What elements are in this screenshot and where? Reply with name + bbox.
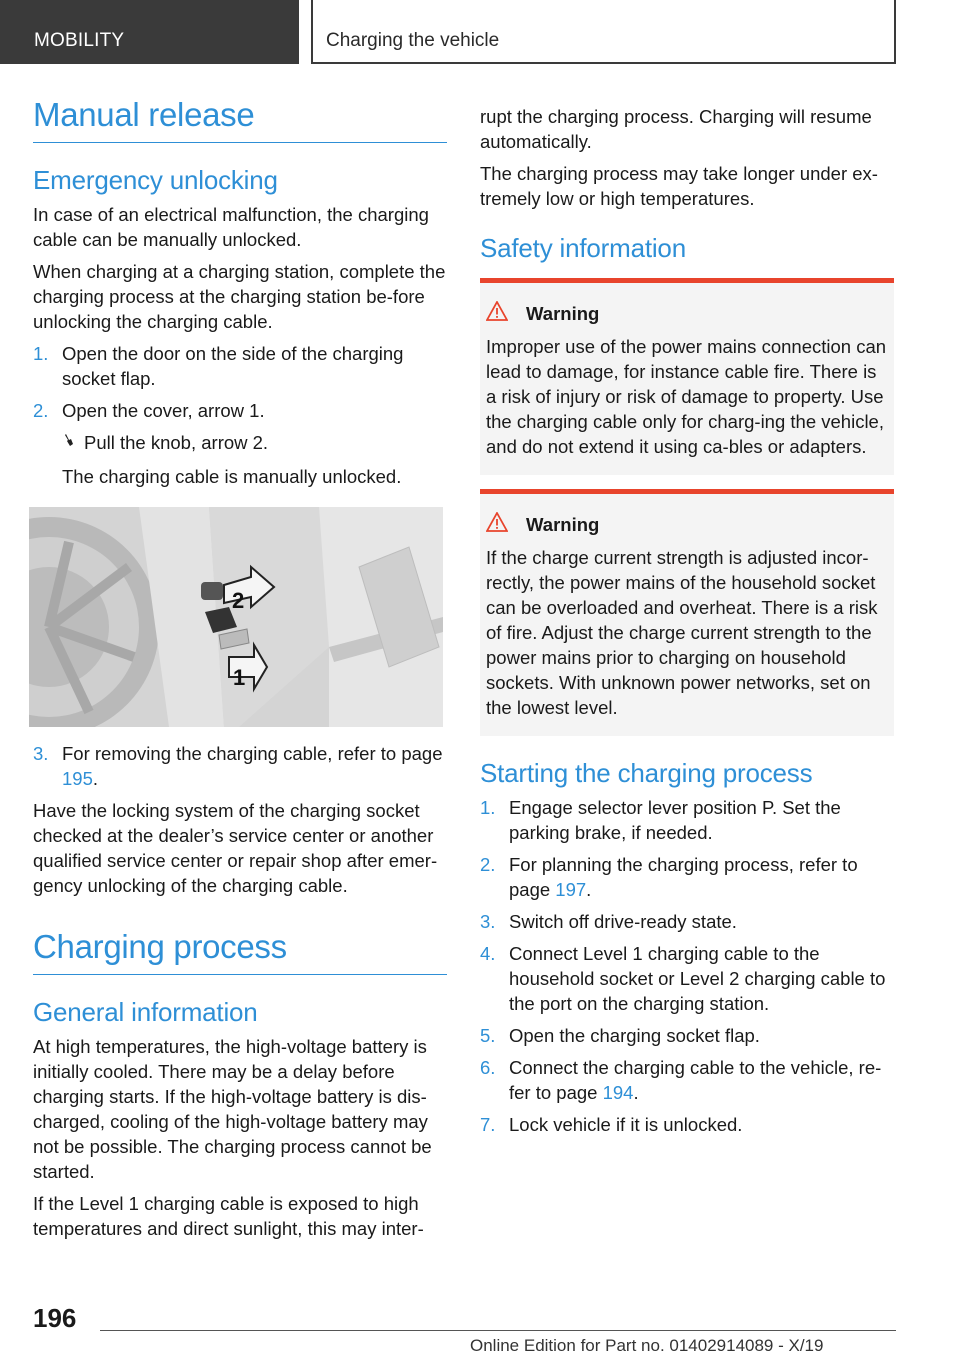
step-number: 5. <box>480 1025 496 1046</box>
sub-step-text: Pull the knob, arrow 2. <box>84 432 269 453</box>
step-text: Open the cover, arrow 1. <box>62 400 265 421</box>
warning-title <box>486 301 888 326</box>
list-item: 3. For removing the charging cable, refer to page 195. <box>33 743 443 789</box>
list-item <box>480 1055 894 1105</box>
manual-release-steps <box>33 341 447 423</box>
list-item <box>33 398 447 423</box>
page-link-195[interactable]: 195 <box>62 768 93 789</box>
step-number: 2. <box>480 854 496 875</box>
step-text: Switch off drive-ready state. <box>509 911 737 932</box>
list-item <box>33 341 447 391</box>
general-paragraph-1: At high temperatures, the high-voltage battery is initially cooled. There may be a delay before charging starts. If the high-voltage battery is dis-charged, cooling of the high-voltage battery may not be possible. The charging process cannot be started. <box>33 1036 432 1182</box>
page-number: 196 <box>33 1303 77 1333</box>
warning-text: Improper use of the power mains connection can lead to damage, for instance cable fire. There is a risk of injury or risk of damage to property. Use the charging cable only for charg-ing the vehicle, and do not extend it using ca-bles or adapters. <box>486 336 887 457</box>
step-text: Engage selector lever position P. Set the parking brake, if needed. <box>509 797 841 843</box>
header-chapter-tab <box>311 0 896 64</box>
emergency-paragraph-2: When charging at a charging station, complete the charging process at the charging station be-fore unlocking the charging cable. <box>33 261 446 332</box>
warning-text: If the charge current strength is adjusted incor-rectly, the power mains of the household socket can be overloaded and overheat. There is a risk of fire. Adjust the charge current strength to the power mains prior to charging on household sockets. With unknown power networks, set on the lowest level. <box>486 547 878 718</box>
list-item <box>480 1023 894 1048</box>
step-text: Open the door on the side of the charging socket flap. <box>62 343 404 389</box>
warning-triangle-icon <box>486 512 526 537</box>
step-text: Open the charging socket flap. <box>509 1025 760 1046</box>
hand-icon <box>62 432 84 457</box>
manual-release-steps-continued <box>33 741 447 791</box>
list-item <box>480 1112 894 1137</box>
step-text: For removing the charging cable, refer to page <box>62 743 443 764</box>
general-information-heading: General information <box>33 997 258 1027</box>
emergency-paragraph-1: In case of an electrical malfunction, the charging cable can be manually unlocked. <box>33 204 429 250</box>
step-number: 7. <box>480 1114 496 1135</box>
step-number: 1. <box>33 343 49 364</box>
right-column <box>480 104 894 1144</box>
continued-paragraph-1: rupt the charging process. Charging will resume automatically. <box>480 106 872 152</box>
warning-box <box>480 278 894 475</box>
charging-socket-illustration <box>29 507 443 727</box>
list-item <box>480 852 894 902</box>
manual-release-heading: Manual release <box>33 96 447 143</box>
warning-title <box>486 512 888 537</box>
step-text: For planning the charging process, refer to page <box>509 854 858 900</box>
step-number: 3. <box>480 911 496 932</box>
edition-label: Online Edition for Part no. 01402914089 - X/19 <box>470 1336 824 1355</box>
step-number: 6. <box>480 1057 496 1078</box>
step-number: 2. <box>33 400 49 421</box>
step-text: Connect Level 1 charging cable to the household socket or Level 2 charging cable to the port on the charging station. <box>509 943 886 1014</box>
list-item <box>480 909 894 934</box>
starting-charging-steps <box>480 795 894 1137</box>
page-link-194[interactable]: 194 <box>602 1082 634 1103</box>
step-text: Lock vehicle if it is unlocked. <box>509 1114 743 1135</box>
general-paragraph-2: If the Level 1 charging cable is exposed to high temperatures and direct sunlight, this may inter- <box>33 1193 424 1239</box>
arrow-2-label: 2 <box>232 588 245 613</box>
step-tail: . <box>586 879 592 900</box>
page-link-197[interactable]: 197 <box>555 879 587 900</box>
sub-step-result: The charging cable is manually unlocked. <box>62 466 402 487</box>
list-item <box>480 795 894 845</box>
safety-information-heading: Safety information <box>480 233 686 263</box>
warning-title-text: Warning <box>526 513 600 535</box>
starting-charging-heading: Starting the charging process <box>480 758 813 788</box>
warning-title-text: Warning <box>526 302 600 324</box>
warning-box <box>480 489 894 736</box>
header-section-label: MOBILITY <box>34 30 125 51</box>
step-text: Connect the charging cable to the vehicle, re-fer to page <box>509 1057 882 1103</box>
list-item <box>480 941 894 1016</box>
sub-step-pull <box>33 430 447 457</box>
step-number: 3. <box>33 743 49 764</box>
header-chapter-label: Charging the vehicle <box>326 30 500 51</box>
step-number: 1. <box>480 797 496 818</box>
arrow-1-label: 1 <box>233 665 246 690</box>
emergency-unlocking-heading: Emergency unlocking <box>33 165 278 195</box>
footer-divider <box>100 1330 896 1331</box>
step-number: 4. <box>480 943 496 964</box>
left-column <box>33 96 447 1248</box>
charging-process-heading: Charging process <box>33 928 447 975</box>
step-tail: . <box>633 1082 639 1103</box>
continued-paragraph-2: The charging process may take longer under ex-tremely low or high temperatures. <box>480 163 878 209</box>
warning-triangle-icon <box>486 301 526 326</box>
locking-check-paragraph: Have the locking system of the charging socket checked at the dealer’s service center or another qualified service center or repair shop after emer-gency unlocking of the charging cable. <box>33 800 438 896</box>
header-section-tab <box>0 0 299 64</box>
